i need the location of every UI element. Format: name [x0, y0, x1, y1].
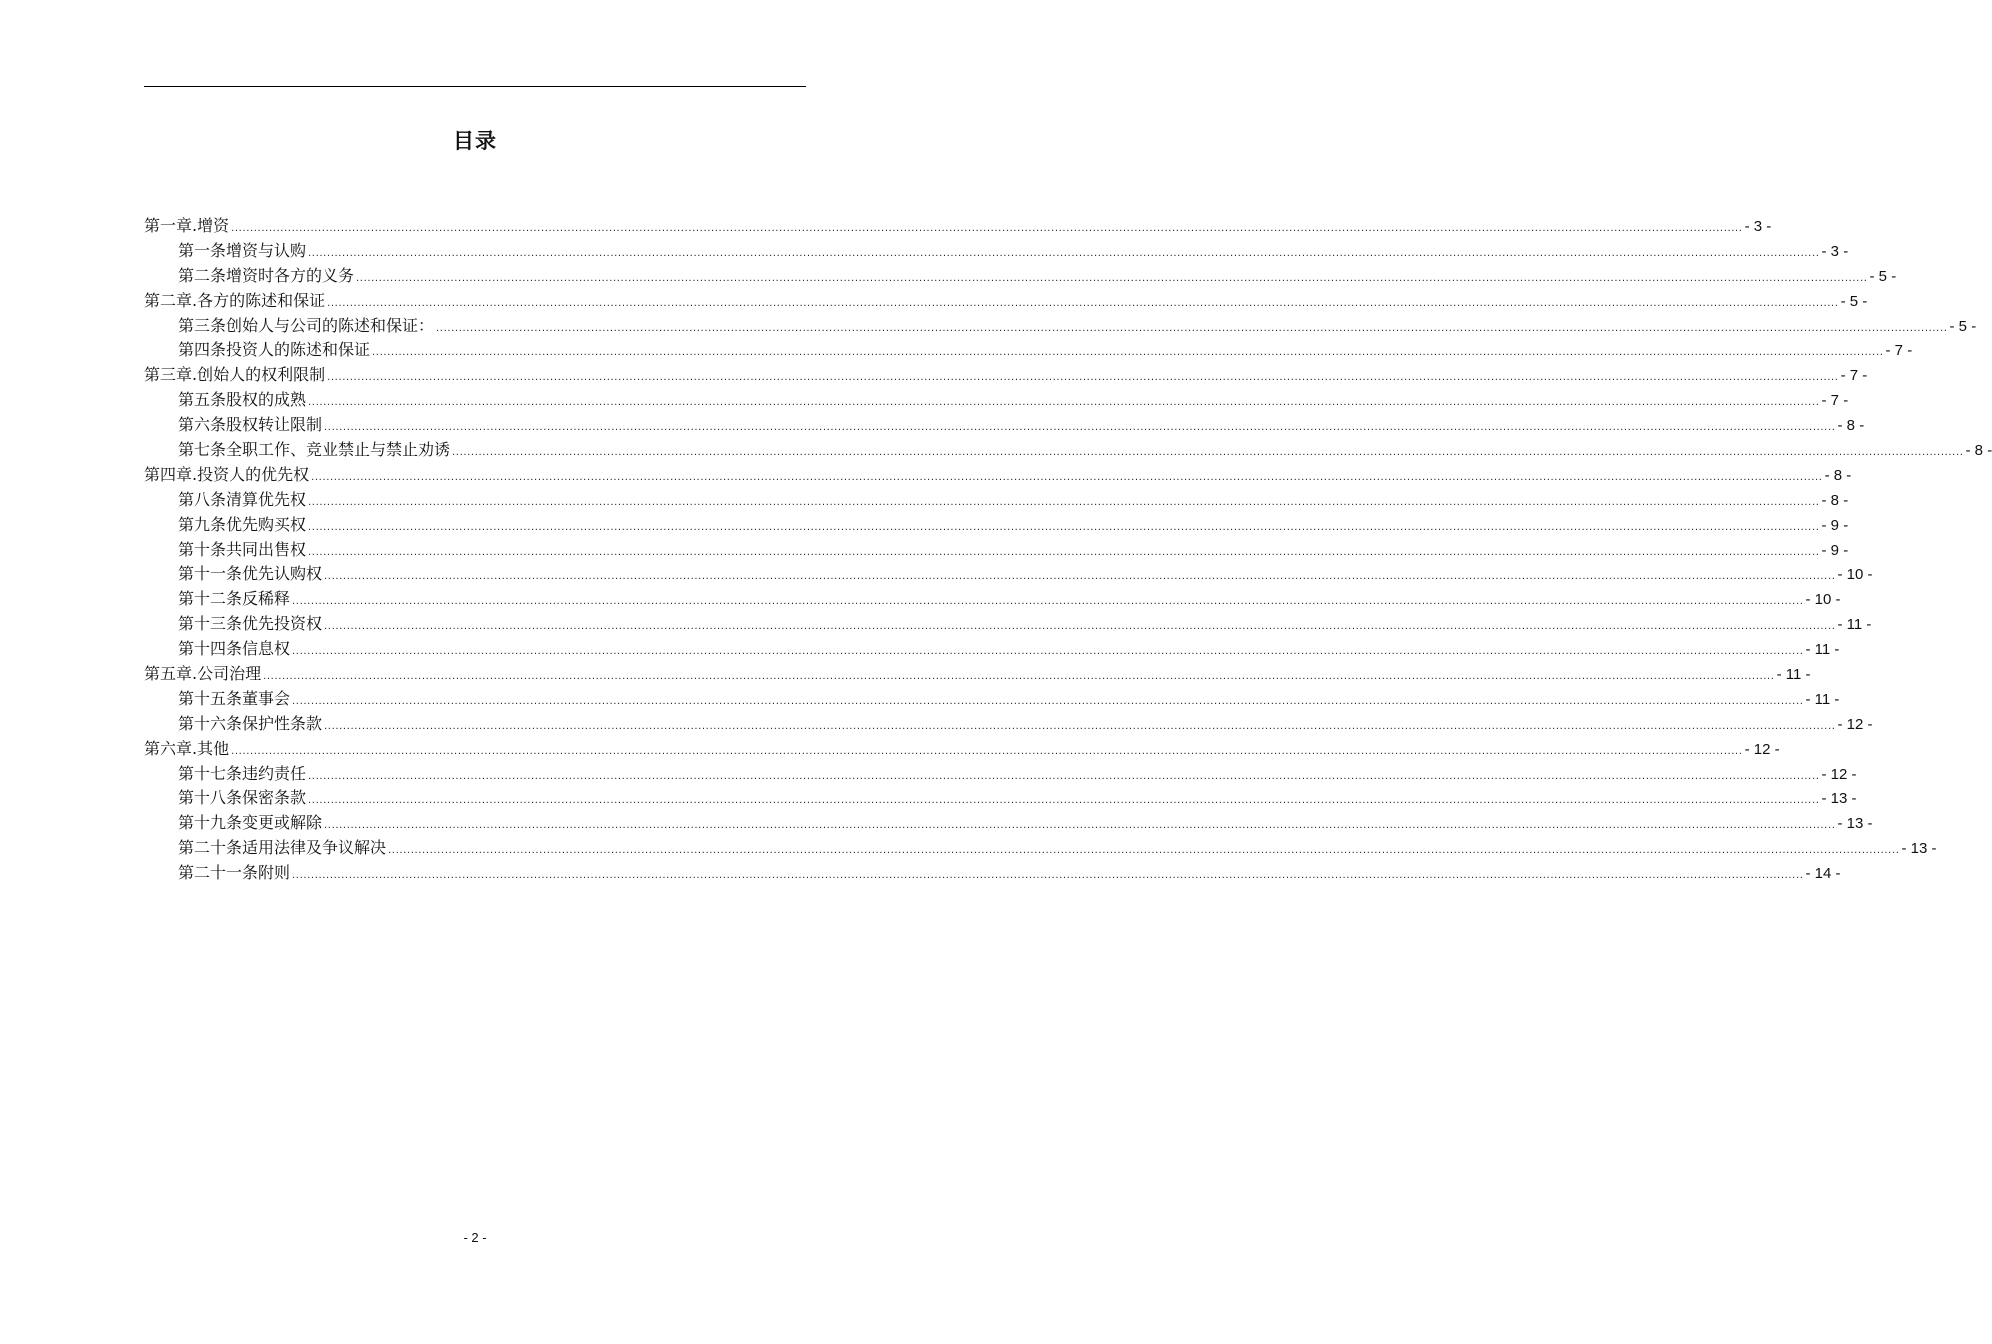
toc-entry-number: 第十四条: [178, 639, 243, 659]
toc-dot-leader: ................................................................................................................................................................................................................................................................................................................................................................................................................: [263, 671, 1775, 683]
toc-entry-number: 第九条: [178, 514, 227, 534]
toc-entry-number: 第十一条: [178, 564, 243, 584]
toc-entry-number: 第十七条: [178, 763, 243, 783]
toc-entry-page: - 11 -: [1805, 690, 1840, 708]
toc-dot-leader: ................................................................................................................................................................................................................................................................................................................................................................................................................: [231, 223, 1743, 234]
toc-entry-label: 保护性条款: [242, 713, 323, 733]
toc-dot-leader: ................................................................................................................................................................................................................................................................................................................................................................................................................: [292, 870, 1804, 882]
toc-entry[interactable]: [144, 637, 1840, 662]
toc-entry-number: 第十八条: [178, 788, 243, 808]
toc-entry-page: - 8 -: [1821, 491, 1849, 509]
toc-dot-leader: ................................................................................................................................................................................................................................................................................................................................................................................................................: [308, 795, 1820, 807]
toc-entry-number: 第三条: [178, 315, 227, 335]
toc-entry-page: - 7 -: [1821, 392, 1849, 410]
toc-entry-page: - 9 -: [1821, 516, 1849, 534]
toc-entry-page: - 3 -: [1821, 242, 1849, 260]
toc-entry-number: 第六条: [178, 415, 227, 435]
toc-entry[interactable]: [144, 314, 1977, 339]
toc-entry-label: 附则: [258, 863, 291, 883]
toc-dot-leader: ................................................................................................................................................................................................................................................................................................................................................................................................................: [372, 347, 1884, 359]
toc-entry-label: 增资时各方的义务: [226, 265, 355, 285]
toc-entry[interactable]: [144, 786, 1857, 811]
toc-entry[interactable]: [144, 388, 1849, 413]
toc-entry-page: - 12 -: [1837, 715, 1873, 733]
toc-entry-number: 第十九条: [178, 813, 243, 833]
toc-entry-label: 创始人的权利限制: [197, 365, 326, 385]
toc-entry-number: 第十二条: [178, 589, 243, 609]
table-of-contents: [144, 214, 1992, 886]
toc-entry[interactable]: [144, 214, 1772, 239]
toc-entry[interactable]: [144, 861, 1841, 886]
toc-dot-leader: ................................................................................................................................................................................................................................................................................................................................................................................................................: [324, 422, 1836, 434]
toc-entry-number: 第二章.: [144, 290, 198, 310]
toc-entry-page: - 7 -: [1885, 342, 1913, 360]
toc-entry-page: - 3 -: [1744, 218, 1772, 235]
toc-dot-leader: ................................................................................................................................................................................................................................................................................................................................................................................................................: [327, 372, 1839, 384]
toc-entry-label: 信息权: [242, 639, 291, 659]
toc-entry-label: 反稀释: [242, 589, 291, 609]
toc-entry-label: 优先认购权: [242, 564, 323, 584]
toc-entry-page: - 12 -: [1821, 765, 1857, 783]
toc-entry-label: 适用法律及争议解决: [242, 838, 387, 858]
toc-entry-page: - 13 -: [1821, 790, 1857, 808]
toc-dot-leader: ................................................................................................................................................................................................................................................................................................................................................................................................................: [388, 845, 1900, 857]
toc-entry-number: 第三章.: [144, 365, 198, 385]
toc-entry-label: 董事会: [242, 688, 291, 708]
header-rule: [144, 86, 806, 87]
toc-dot-leader: ................................................................................................................................................................................................................................................................................................................................................................................................................: [308, 397, 1820, 409]
toc-entry-label: 股权的成熟: [226, 390, 307, 410]
toc-entry[interactable]: [144, 836, 1937, 861]
toc-entry-number: 第八条: [178, 489, 227, 509]
toc-dot-leader: ................................................................................................................................................................................................................................................................................................................................................................................................................: [231, 745, 1743, 757]
toc-entry[interactable]: [144, 264, 1897, 289]
toc-entry[interactable]: [144, 289, 1868, 314]
toc-entry[interactable]: [144, 413, 1865, 438]
toc-entry-number: 第五章.: [144, 664, 198, 684]
toc-entry-label: 全职工作、竞业禁止与禁止劝诱: [226, 440, 451, 460]
toc-entry-label: 创始人与公司的陈述和保证：: [226, 315, 435, 335]
toc-entry-number: 第四条: [178, 340, 227, 360]
toc-entry-page: - 8 -: [1965, 442, 1992, 460]
toc-entry-page: - 8 -: [1837, 417, 1865, 435]
toc-entry[interactable]: [144, 363, 1868, 388]
toc-entry[interactable]: [144, 562, 1873, 587]
toc-dot-leader: ................................................................................................................................................................................................................................................................................................................................................................................................................: [308, 546, 1820, 558]
toc-entry-number: 第二十条: [178, 838, 243, 858]
toc-entry-number: 第十三条: [178, 614, 243, 634]
toc-entry-page: - 11 -: [1837, 616, 1872, 634]
toc-entry-number: 第一章.: [144, 216, 198, 235]
toc-dot-leader: ................................................................................................................................................................................................................................................................................................................................................................................................................: [292, 695, 1804, 707]
toc-entry[interactable]: [144, 737, 1780, 762]
toc-entry[interactable]: [144, 338, 1913, 363]
toc-entry-page: - 10 -: [1837, 566, 1873, 584]
toc-entry-number: 第二十一条: [178, 863, 259, 883]
toc-dot-leader: ................................................................................................................................................................................................................................................................................................................................................................................................................: [292, 596, 1804, 608]
toc-entry-label: 公司治理: [197, 664, 262, 684]
toc-entry-label: 投资人的陈述和保证: [226, 340, 371, 360]
toc-entry-label: 优先购买权: [226, 514, 307, 534]
toc-entry[interactable]: [144, 513, 1849, 538]
toc-entry-number: 第四章.: [144, 464, 198, 484]
toc-entry-page: - 5 -: [1949, 317, 1977, 335]
toc-entry[interactable]: [144, 587, 1841, 612]
toc-entry-label: 投资人的优先权: [197, 464, 310, 484]
toc-entry-label: 其他: [197, 738, 230, 758]
toc-entry-page: - 9 -: [1821, 541, 1849, 559]
toc-dot-leader: ................................................................................................................................................................................................................................................................................................................................................................................................................: [308, 496, 1820, 508]
toc-dot-leader: ................................................................................................................................................................................................................................................................................................................................................................................................................: [308, 770, 1820, 782]
toc-title: 目录: [453, 129, 497, 153]
toc-entry-page: - 8 -: [1824, 466, 1852, 484]
toc-entry-page: - 13 -: [1901, 840, 1937, 858]
toc-entry[interactable]: [144, 239, 1849, 264]
toc-entry[interactable]: [144, 488, 1849, 513]
toc-entry-number: 第一条: [178, 240, 227, 260]
toc-entry[interactable]: [144, 463, 1852, 488]
toc-entry[interactable]: [144, 612, 1872, 637]
toc-entry[interactable]: [144, 662, 1811, 687]
toc-entry-number: 第五条: [178, 390, 227, 410]
toc-entry-page: - 7 -: [1840, 367, 1868, 385]
toc-entry-page: - 11 -: [1776, 666, 1811, 684]
toc-entry-label: 违约责任: [242, 763, 307, 783]
toc-entry-number: 第二条: [178, 265, 227, 285]
toc-entry-page: - 12 -: [1744, 740, 1780, 758]
toc-dot-leader: ................................................................................................................................................................................................................................................................................................................................................................................................................: [356, 272, 1868, 284]
toc-entry-number: 第十条: [178, 539, 227, 559]
toc-entry[interactable]: [144, 438, 1992, 463]
toc-entry-label: 清算优先权: [226, 489, 307, 509]
toc-entry-number: 第十五条: [178, 688, 243, 708]
toc-entry-page: - 10 -: [1805, 591, 1841, 609]
toc-dot-leader: ................................................................................................................................................................................................................................................................................................................................................................................................................: [436, 322, 1948, 334]
toc-dot-leader: ................................................................................................................................................................................................................................................................................................................................................................................................................: [324, 720, 1836, 732]
toc-entry-label: 共同出售权: [226, 539, 307, 559]
toc-dot-leader: ................................................................................................................................................................................................................................................................................................................................................................................................................: [324, 621, 1836, 633]
toc-entry-page: - 14 -: [1805, 865, 1841, 883]
toc-entry-number: 第六章.: [144, 738, 198, 758]
toc-entry-number: 第十六条: [178, 713, 243, 733]
toc-entry-label: 变更或解除: [242, 813, 323, 833]
toc-entry-page: - 5 -: [1869, 267, 1897, 285]
toc-entry-label: 增资: [197, 216, 230, 235]
toc-entry-number: 第七条: [178, 440, 227, 460]
footer-page-number: - 2 -: [463, 1230, 487, 1245]
toc-entry[interactable]: [144, 712, 1873, 737]
toc-entry-label: 优先投资权: [242, 614, 323, 634]
toc-dot-leader: ................................................................................................................................................................................................................................................................................................................................................................................................................: [311, 471, 1823, 483]
toc-entry[interactable]: [144, 811, 1873, 836]
toc-entry[interactable]: [144, 687, 1840, 712]
toc-entry[interactable]: [144, 538, 1849, 563]
toc-entry-label: 股权转让限制: [226, 415, 323, 435]
toc-dot-leader: ................................................................................................................................................................................................................................................................................................................................................................................................................: [452, 447, 1964, 459]
toc-dot-leader: ................................................................................................................................................................................................................................................................................................................................................................................................................: [292, 646, 1804, 658]
toc-entry-page: - 13 -: [1837, 815, 1873, 833]
toc-entry-page: - 5 -: [1840, 292, 1868, 310]
toc-dot-leader: ................................................................................................................................................................................................................................................................................................................................................................................................................: [324, 820, 1836, 832]
toc-dot-leader: ................................................................................................................................................................................................................................................................................................................................................................................................................: [308, 247, 1820, 259]
toc-entry-label: 增资与认购: [226, 240, 307, 260]
toc-entry[interactable]: [144, 762, 1857, 787]
toc-dot-leader: ................................................................................................................................................................................................................................................................................................................................................................................................................: [308, 521, 1820, 533]
toc-dot-leader: ................................................................................................................................................................................................................................................................................................................................................................................................................: [327, 297, 1839, 309]
toc-entry-page: - 11 -: [1805, 641, 1840, 659]
toc-entry-label: 各方的陈述和保证: [197, 290, 326, 310]
toc-entry-label: 保密条款: [242, 788, 307, 808]
toc-dot-leader: ................................................................................................................................................................................................................................................................................................................................................................................................................: [324, 571, 1836, 583]
